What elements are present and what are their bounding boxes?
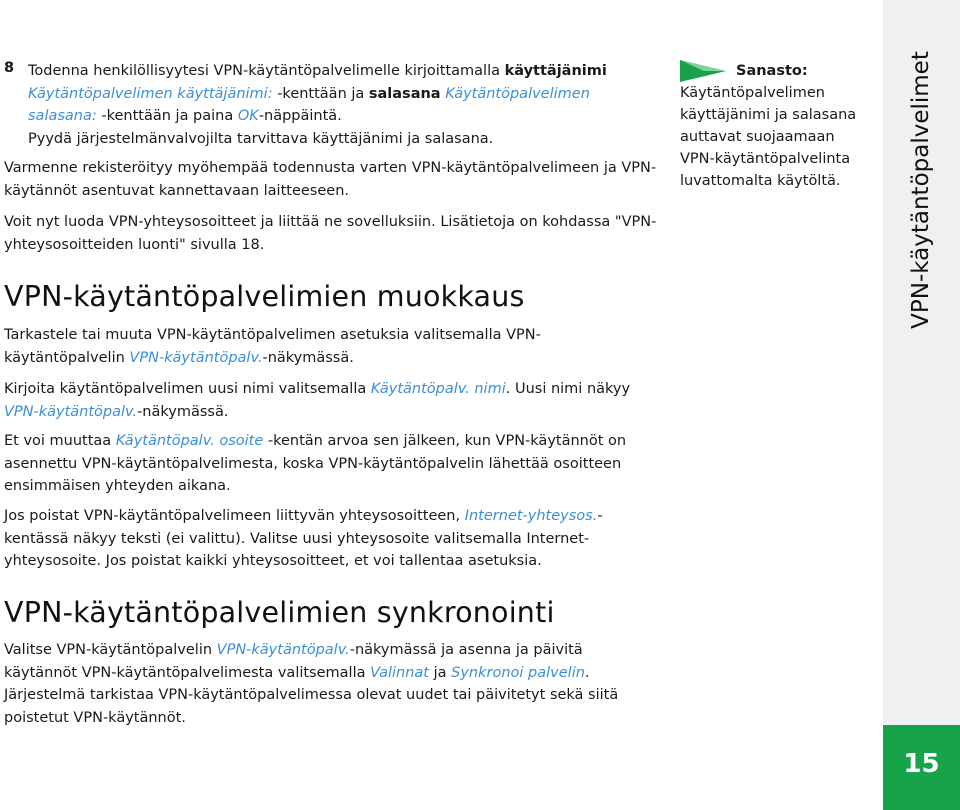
edit-paragraph-4 <box>4 505 659 573</box>
view-name: VPN-käytäntöpalv. <box>4 403 138 420</box>
step-text: -kenttään ja <box>272 85 369 102</box>
paragraph-text: -kentän arvoa sen jälkeen, kun VPN-käytännöt on asennettu VPN-käytäntöpalvelimesta, koska VPN-käytäntöpalvelin lähettää osoitteen ensimmäisen yhteyden aikana. <box>4 433 627 494</box>
username-term: käyttäjänimi <box>504 63 607 79</box>
glossary-header <box>680 60 870 82</box>
step-text: Todenna henkilöllisyytesi VPN-käytäntöpalvelimelle kirjoittamalla <box>28 63 505 79</box>
paragraph-text: Et voi muuttaa <box>4 433 116 449</box>
section-heading-sync: VPN-käytäntöpalvelimien synkronointi <box>4 596 555 629</box>
menu-option-name: Synkronoi palvelin <box>451 664 585 681</box>
username-field-name: Käytäntöpalvelimen käyttäjänimi: <box>28 85 273 102</box>
paragraph-text: -näkymässä. <box>137 403 229 420</box>
page-number-box <box>883 725 960 810</box>
paragraph-text: -kentässä näkyy teksti (ei valittu). Valitse uusi yhteysosoite valitsemalla Internet-yhteysosoite. Jos poistat kaikki yhteysosoitteet, et voi tallentaa asetuksia. <box>4 508 603 569</box>
menu-option-name: Valinnat <box>370 664 429 681</box>
setting-name: Internet-yhteysos. <box>464 508 598 524</box>
edit-paragraph-1 <box>4 324 659 369</box>
paragraph-text: . Järjestelmä tarkistaa VPN-käytäntöpalvelimessa olevat uudet tai päivitetyt sekä siitä poistetut VPN-käytännöt. <box>4 664 619 726</box>
step-8-text <box>28 60 658 150</box>
view-name: VPN-käytäntöpalv. <box>129 349 263 366</box>
paragraph-text: Valitse VPN-käytäntöpalvelin <box>4 642 217 658</box>
paragraph-text: Tarkastele tai muuta VPN-käytäntöpalvelimen asetuksia valitsemalla VPN-käytäntöpalvelin <box>4 327 541 366</box>
step-text: -kenttään ja paina <box>96 108 238 124</box>
paragraph-text: -näkymässä ja asenna ja päivitä käytännöt VPN-käytäntöpalvelimesta valitsemalla <box>4 642 583 681</box>
paragraph-text: Jos poistat VPN-käytäntöpalvelimeen liittyvän yhteysosoitteen, <box>4 508 465 524</box>
glossary-flag-icon <box>680 60 726 82</box>
password-term: salasana <box>368 85 441 102</box>
paragraph-text: Kirjoita käytäntöpalvelimen uusi nimi valitsemalla <box>4 381 371 397</box>
create-access-points-paragraph: Voit nyt luoda VPN-yhteysosoitteet ja liittää ne sovelluksiin. Lisätietoja on kohdassa "VPN-yhteysosoitteiden luonti" sivulla 18. <box>4 214 657 253</box>
page-number: 15 <box>903 749 940 779</box>
ok-key-name: OK <box>237 108 259 124</box>
paragraph-text: -näkymässä. <box>262 349 354 366</box>
setting-name: Käytäntöpalv. nimi <box>370 381 506 397</box>
setting-name: Käytäntöpalv. osoite <box>115 433 264 449</box>
edit-paragraph-2 <box>4 378 659 423</box>
view-name: VPN-käytäntöpalv. <box>216 642 350 658</box>
glossary-title: Sanasto: <box>736 63 808 79</box>
glossary-text: Käytäntöpalvelimen käyttäjänimi ja salasana auttavat suojaamaan VPN-käytäntöpalvelinta luvattomalta käytöltä. <box>680 85 857 189</box>
certificate-paragraph: Varmenne rekisteröityy myöhempää todennusta varten VPN-käytäntöpalvelimeen ja VPN-käytännöt asentuvat kannettavaan laitteeseen. <box>4 160 657 199</box>
paragraph-text: . Uusi nimi näkyy <box>505 381 631 397</box>
step-text: -näppäintä. <box>258 108 342 124</box>
paragraph-text: ja <box>429 664 452 681</box>
sync-paragraph <box>4 639 659 729</box>
password-field-name: Käytäntöpalvelimen salasana: <box>28 85 590 124</box>
chapter-title: VPN-käytäntöpalvelimet <box>908 51 934 329</box>
step-number: 8 <box>4 60 15 76</box>
edit-paragraph-3 <box>4 430 659 498</box>
glossary-note <box>680 60 870 192</box>
section-heading-edit: VPN-käytäntöpalvelimien muokkaus <box>4 280 525 313</box>
admin-note: Pyydä järjestelmänvalvojilta tarvittava käyttäjänimi ja salasana. <box>28 130 494 147</box>
